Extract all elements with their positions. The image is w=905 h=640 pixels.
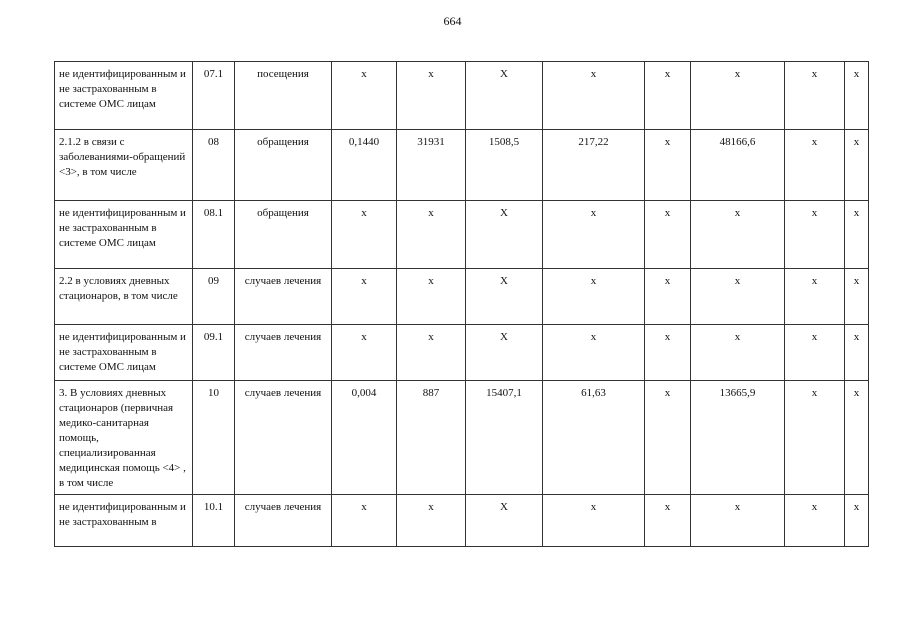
value-cell: х [645,495,691,547]
value-cell: х [785,325,845,381]
value-cell: х [645,269,691,325]
table-row [55,269,869,325]
row-code-cell: 09 [193,269,235,325]
value-cell: 887 [397,381,466,495]
value-cell: 31931 [397,130,466,201]
row-unit-cell: посещения [235,62,332,130]
value-cell: х [332,495,397,547]
value-cell: х [332,325,397,381]
value-cell: х [332,269,397,325]
row-code-cell: 08.1 [193,201,235,269]
row-name-cell: 2.1.2 в связи с заболеваниями-обращений <3>, в том числе [55,130,193,201]
value-cell: х [845,62,869,130]
value-cell: х [645,381,691,495]
row-name-cell: не идентифицированным и не застрахованным в системе ОМС лицам [55,62,193,130]
value-cell: х [785,381,845,495]
value-cell: 61,63 [543,381,645,495]
value-cell: х [397,201,466,269]
value-cell: х [543,269,645,325]
value-cell: х [645,130,691,201]
row-code-cell: 09.1 [193,325,235,381]
value-cell: х [397,62,466,130]
value-cell: х [845,201,869,269]
value-cell: х [845,269,869,325]
table-row [55,201,869,269]
value-cell: х [691,269,785,325]
value-cell: 217,22 [543,130,645,201]
document-table [54,61,869,547]
value-cell: х [543,495,645,547]
value-cell: х [785,269,845,325]
row-name-cell: не идентифицированным и не застрахованным в [55,495,193,547]
row-unit-cell: обращения [235,130,332,201]
value-cell: Х [466,62,543,130]
row-name-cell: не идентифицированным и не застрахованным в системе ОМС лицам [55,201,193,269]
value-cell: Х [466,201,543,269]
value-cell: 0,004 [332,381,397,495]
value-cell: х [645,201,691,269]
value-cell: х [332,62,397,130]
row-code-cell: 10 [193,381,235,495]
row-code-cell: 10.1 [193,495,235,547]
table-row [55,130,869,201]
table-row [55,495,869,547]
row-unit-cell: случаев лечения [235,269,332,325]
value-cell: х [845,130,869,201]
value-cell: Х [466,269,543,325]
value-cell: х [785,62,845,130]
value-cell: х [785,201,845,269]
value-cell: х [845,495,869,547]
table-row [55,325,869,381]
value-cell: х [645,325,691,381]
value-cell: х [543,201,645,269]
value-cell: х [397,325,466,381]
row-unit-cell: случаев лечения [235,495,332,547]
value-cell: х [785,495,845,547]
table-row [55,62,869,130]
value-cell: Х [466,495,543,547]
value-cell: х [785,130,845,201]
value-cell: 15407,1 [466,381,543,495]
table-row [55,381,869,495]
value-cell: Х [466,325,543,381]
row-name-cell: 2.2 в условиях дневных стационаров, в том числе [55,269,193,325]
value-cell: 1508,5 [466,130,543,201]
value-cell: х [691,201,785,269]
value-cell: х [691,62,785,130]
row-name-cell: не идентифицированным и не застрахованным в системе ОМС лицам [55,325,193,381]
row-code-cell: 08 [193,130,235,201]
row-unit-cell: обращения [235,201,332,269]
value-cell: х [397,269,466,325]
value-cell: х [691,495,785,547]
row-name-cell: 3. В условиях дневных стационаров (первичная медико-санитарная помощь, специализированная медицинская помощь <4> , в том числе [55,381,193,495]
row-unit-cell: случаев лечения [235,325,332,381]
value-cell: х [397,495,466,547]
row-code-cell: 07.1 [193,62,235,130]
value-cell: х [543,62,645,130]
value-cell: х [645,62,691,130]
value-cell: х [543,325,645,381]
page-number: 664 [443,14,462,28]
value-cell: х [845,381,869,495]
value-cell: 48166,6 [691,130,785,201]
value-cell: 13665,9 [691,381,785,495]
row-unit-cell: случаев лечения [235,381,332,495]
value-cell: х [691,325,785,381]
value-cell: 0,1440 [332,130,397,201]
value-cell: х [845,325,869,381]
value-cell: х [332,201,397,269]
